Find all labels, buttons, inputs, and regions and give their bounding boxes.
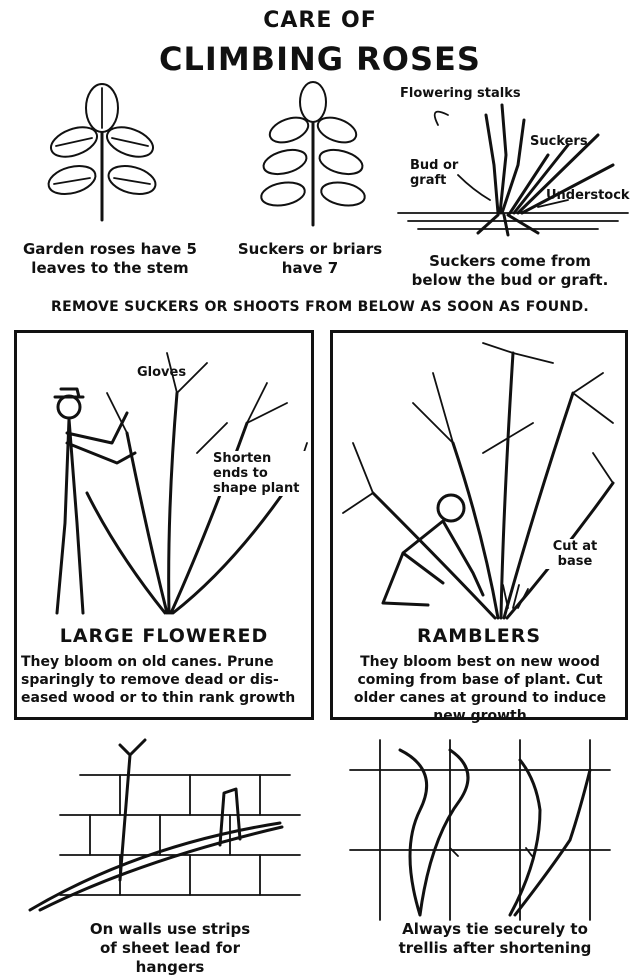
- large-flowered-title: LARGE FLOWERED: [59, 625, 269, 647]
- title-line-1: CARE OF: [263, 8, 377, 33]
- large-flowered-description: They bloom on old canes. Prune sparingly to remove dead or dis-eased wood or to thin rank growth: [21, 654, 296, 706]
- page-title: CLIMBING ROSES: [159, 40, 481, 78]
- trellis-tie-illustration: [340, 730, 620, 920]
- cut-at-base-label: Cut at base: [545, 539, 605, 569]
- five-leaf-caption: Garden roses have 5 leaves to the stem: [22, 240, 197, 277]
- brick-wall-hanger-illustration: [20, 735, 310, 910]
- ramblers-description: They bloom best on new wood coming from base of plant. Cut older canes at ground to induce new growth: [353, 654, 607, 724]
- rambler-pruning-illustration: [333, 333, 625, 623]
- seven-leaf-caption: Suckers or briars have 7: [237, 240, 383, 277]
- five-leaf-stem-icon: [42, 80, 162, 230]
- gloves-label: Gloves: [137, 365, 187, 380]
- large-flowered-panel: [14, 330, 314, 720]
- ramblers-title: RAMBLERS: [416, 625, 542, 647]
- flowering-stalks-label: Flowering stalks: [400, 86, 521, 101]
- ramblers-panel: [330, 330, 628, 724]
- remove-suckers-banner: REMOVE SUCKERS OR SHOOTS FROM BELOW AS SOON AS FOUND.: [51, 299, 589, 315]
- trellis-caption: Always tie securely to trellis after shortening: [398, 920, 592, 957]
- seven-leaf-stem-icon: [253, 80, 373, 230]
- wall-caption: On walls use strips of sheet lead for hangers: [89, 920, 251, 976]
- shorten-ends-label: Shorten ends to shape plant: [213, 451, 309, 496]
- understock-label: Understock: [546, 188, 630, 203]
- suckers-label: Suckers: [530, 134, 588, 149]
- roots-caption: Suckers come from below the bud or graft.: [411, 252, 609, 289]
- bud-graft-label: Bud or graft: [410, 158, 459, 188]
